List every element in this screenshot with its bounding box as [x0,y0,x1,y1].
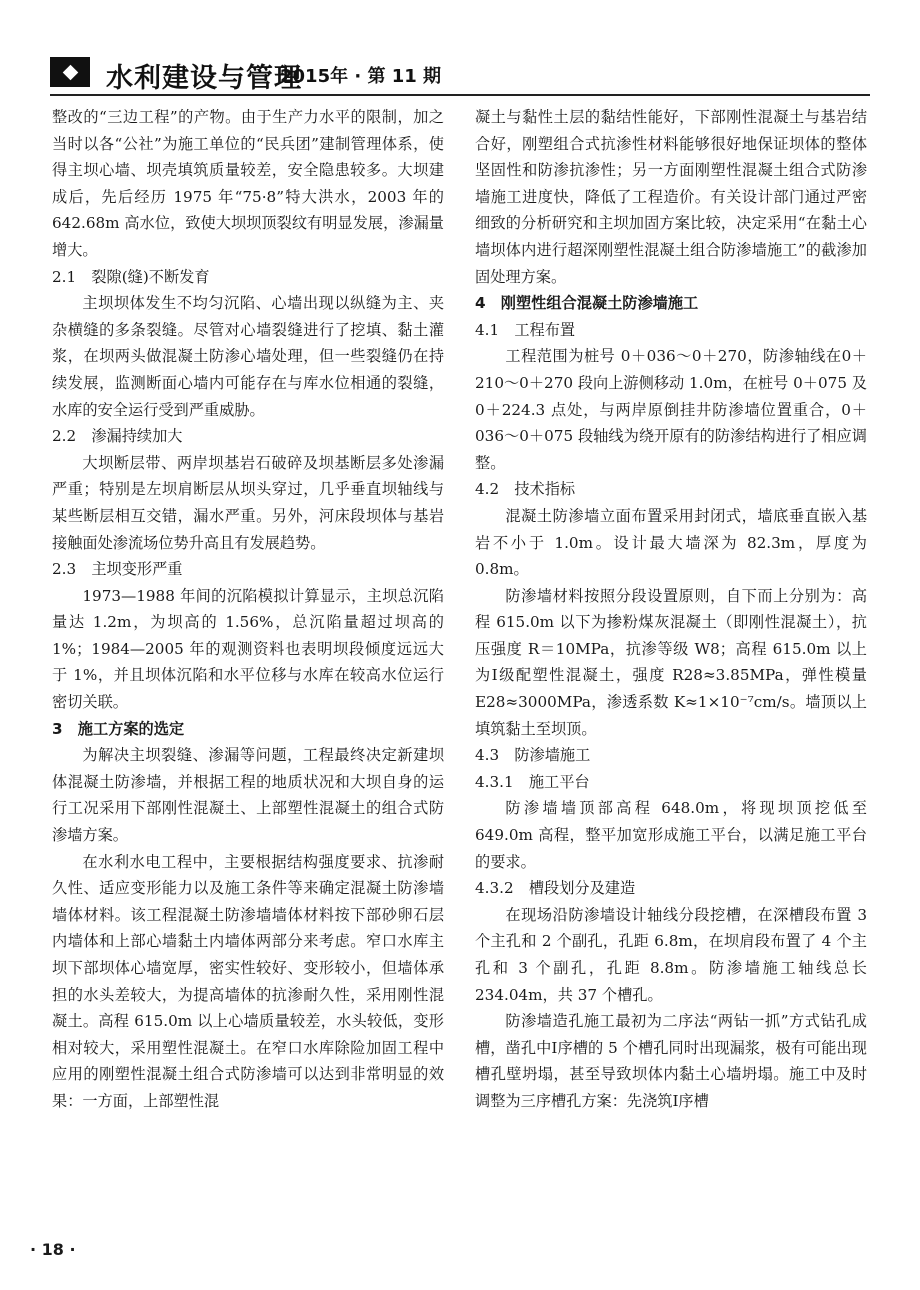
subsection-heading: 4.3 防渗墙施工 [475,746,591,765]
subsection-heading: 2.2 渗漏持续加大 [52,427,183,446]
subsection-heading: 4.3.1 施工平台 [475,772,590,791]
paragraph: 主坝坝体发生不均匀沉陷、心墙出现以纵缝为主、夹杂横缝的多条裂缝。尽管对心墙裂缝进行了挖填、黏土灌浆，在坝两头做混凝土防渗心墙处理，但一些裂缝仍在持续发展，监测断面心墙内可能存在与库水位相通的裂缝，水库的安全运行受到严重威胁。 [52,294,444,419]
section-heading: 3 施工方案的选定 [52,719,185,738]
paragraph: 1973—1988 年间的沉陷模拟计算显示，主坝总沉陷量达 1.2m，为坝高的 1.56%，总沉陷量超过坝高的 1%；1984—2005 年的观测资料也表明坝段倾度远远大于 1%，并且坝体沉陷和水平位移与水库在较高水位运行密切关联。 [52,586,444,712]
paragraph: 混凝土防渗墙立面布置采用封闭式，墙底垂直嵌入基岩不小于 1.0m。设计最大墙深为 82.3m，厚度为 0.8m。 [475,506,867,579]
paragraph: 整改的“三边工程”的产物。由于生产力水平的限制，加之当时以各“公社”为施工单位的“民兵团”建制管理体系，使得主坝心墙、坝壳填筑质量较差，安全隐患较多。大坝建成后，先后经历 1975 年“75·8”特大洪水，2003 年的 642.68m 高水位，致使大坝坝顶裂纹有明显发展，渗漏量增大。 [52,108,444,259]
journal-header [50,52,870,92]
page-number: · 18 · [30,1240,76,1259]
paragraph: 大坝断层带、两岸坝基岩石破碎及坝基断层多处渗漏严重；特别是左坝肩断层从坝头穿过，几乎垂直坝轴线与某些断层相互交错，漏水严重。另外，河床段坝体与基岩接触面处渗流场位势升高且有发展趋势。 [52,453,444,552]
paragraph: 防渗墙造孔施工最初为二序法“两钻一抓”方式钻孔成槽，凿孔中Ⅰ序槽的 5 个槽孔同时出现漏浆，极有可能出现槽孔壁坍塌，甚至导致坝体内黏土心墙坍塌。施工中及时调整为三序槽孔方案：先浇筑Ⅰ序槽 [475,1012,867,1110]
header-divider [50,94,870,96]
journal-title: 水利建设与管理 [106,63,302,94]
paragraph: 凝土与黏性土层的黏结性能好，下部刚性混凝土与基岩结合好，刚塑组合式抗渗性材料能够很好地保证坝体的整体坚固性和防渗抗渗性；另一方面刚塑性混凝土组合式防渗墙施工进度快，降低了工程造价。有关设计部门通过严密细致的分析研究和主坝加固方案比较，决定采用“在黏土心墙坝体内进行超深刚塑性混凝土组合防渗墙施工”的截渗加固处理方案。 [475,108,867,286]
paragraph: 为解决主坝裂缝、渗漏等问题，工程最终决定新建坝体混凝土防渗墙，并根据工程的地质状况和大坝自身的运行工况采用下部刚性混凝土、上部塑性混凝土的组合式防渗墙方案。 [52,746,444,845]
issue-label: 2015年 · 第 11 期 [280,66,442,87]
paragraph: 防渗墙材料按照分段设置原则，自下而上分别为：高程 615.0m 以下为掺粉煤灰混凝土（即刚性混凝土），抗压强度 R＝10MPa，抗渗等级 W8；高程 615.0m 以上为Ⅰ级配塑性混凝土，强度 R28≈3.85MPa，弹性模量 E28≈3000MPa，渗透系数 K≈1×10⁻⁷cm/s。墙顶以上填筑黏土至坝顶。 [475,586,867,738]
subsection-heading: 2.1 裂隙(缝)不断发育 [52,267,210,286]
paragraph: 防渗墙墙顶部高程 648.0m，将现坝顶挖低至 649.0m 高程，整平加宽形成施工平台，以满足施工平台的要求。 [475,799,867,871]
left-column [52,104,444,1115]
paragraph: 在水利水电工程中，主要根据结构强度要求、抗渗耐久性、适应变形能力以及施工条件等来确定混凝土防渗墙墙体材料。该工程混凝土防渗墙墙体材料按下部砂卵石层内墙体和上部心墙黏土内墙体两部分来考虑。窄口水库主坝下部坝体心墙宽厚，密实性较好、变形较小，但墙体承担的水头差较大，为提高墙体的抗渗耐久性，采用刚性混凝土。高程 615.0m 以上心墙质量较差，水头较低，变形相对较大，采用塑性混凝土。在窄口水库除险加固工程中应用的刚塑性混凝土组合式防渗墙可以达到非常明显的效果：一方面，上部塑性混 [52,852,444,1110]
journal-logo-icon [50,57,90,87]
section-heading: 4 刚塑性组合混凝土防渗墙施工 [475,294,699,313]
subsection-heading: 4.3.2 槽段划分及建造 [475,879,636,898]
paragraph: 在现场沿防渗墙设计轴线分段挖槽，在深槽段布置 3 个主孔和 2 个副孔，孔距 6.8m，在坝肩段布置了 4 个主孔和 3 个副孔，孔距 8.8m。防渗墙施工轴线总长 234.04m，共 37 个槽孔。 [475,905,867,1004]
paragraph: 工程范围为桩号 0＋036～0＋270，防渗轴线在0＋210～0＋270 段向上游侧移动 1.0m，在桩号 0＋075 及 0＋224.3 点处，与两岸原倒挂井防渗墙位置重合，0＋036～0＋075 段轴线为绕开原有的防渗结构进行了相应调整。 [475,347,867,472]
right-column [475,104,867,1115]
subsection-heading: 2.3 主坝变形严重 [52,560,183,579]
subsection-heading: 4.2 技术指标 [475,480,576,499]
subsection-heading: 4.1 工程布置 [475,320,576,339]
